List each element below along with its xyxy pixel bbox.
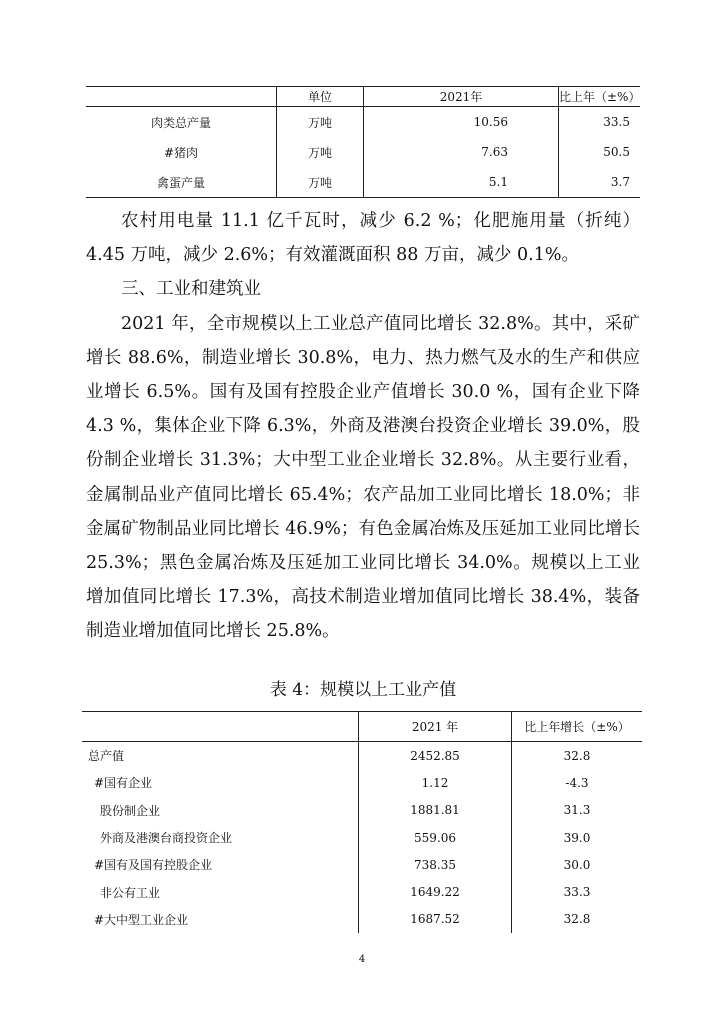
table-caption: 表 4：规模以上工业产值 bbox=[269, 680, 457, 700]
row-change: 32.8 bbox=[563, 912, 591, 927]
table-row bbox=[86, 167, 640, 198]
row-unit: 万吨 bbox=[277, 137, 364, 167]
row-name: 总产值 bbox=[82, 742, 359, 770]
header-cell bbox=[86, 87, 277, 107]
table-row bbox=[82, 906, 642, 933]
row-name: #猪肉 bbox=[163, 145, 199, 160]
header-cell-change: 比上年增长（±%） bbox=[512, 712, 643, 742]
header-cell-year: 2021 年 bbox=[359, 712, 512, 742]
table-row bbox=[82, 769, 642, 796]
row-value: 10.56 bbox=[364, 107, 559, 138]
row-change: 50.5 bbox=[559, 137, 641, 167]
row-name: 肉类总产量 bbox=[150, 115, 211, 130]
table-row bbox=[86, 137, 640, 167]
row-change: 30.0 bbox=[563, 857, 591, 872]
row-change: 32.8 bbox=[563, 748, 591, 763]
row-value: 1881.81 bbox=[359, 797, 512, 824]
row-change: 33.3 bbox=[563, 885, 591, 900]
row-value: 7.63 bbox=[364, 137, 559, 167]
header-cell-change: 比上年（±%） bbox=[559, 87, 641, 107]
row-name: 股份制企业 bbox=[82, 797, 359, 824]
paragraph-rural bbox=[86, 204, 640, 272]
row-name: #大中型工业企业 bbox=[82, 906, 359, 933]
agriculture-table bbox=[86, 86, 640, 198]
industry-output-table bbox=[82, 711, 642, 933]
paragraph-industry: 2021 年，全市规模以上工业总产值同比增长 32.8%。其中，采矿增长 88.6%，制造业增长 30.8%，电力、热力燃气及水的生产和供应业增长 6.5%。国有及国有控股企业产值增长 30.0 %，国有企业下降 4.3 %，集体企业下降 6.3%，外商及港澳台投资企业增长 39.0%，股份制企业增长 31.3%；大中型工业企业增长 32.8%。从主要行业看，金属制品业产值同比增长 65.4%；农产品加工业同比增长 18.0%；非金属矿物制品业同比增长 46.9%；有色金属冶炼及压延加工业同比增长 25.3%；黑色金属冶炼及压延加工业同比增长 34.0%。规模以上工业增加值同比增长 17.3%，高技术制造业增加值同比增长 38.4%，装备制造业增加值同比增长 25.8%。 bbox=[86, 313, 640, 642]
table-header-row bbox=[82, 712, 642, 742]
section-heading: 三、工业和建筑业 bbox=[121, 279, 261, 300]
row-name: #国有及国有控股企业 bbox=[82, 851, 359, 878]
table-row bbox=[86, 107, 640, 138]
row-value: 1649.22 bbox=[359, 878, 512, 905]
row-change: 39.0 bbox=[563, 830, 591, 845]
header-cell-unit: 单位 bbox=[277, 87, 364, 107]
row-change: 3.7 bbox=[559, 167, 641, 198]
row-change: 31.3 bbox=[563, 803, 591, 818]
row-name: 外商及港澳台商投资企业 bbox=[82, 824, 359, 851]
table-row bbox=[82, 742, 642, 770]
row-value: 2452.85 bbox=[359, 742, 512, 770]
header-cell bbox=[82, 712, 359, 742]
table-header-row bbox=[86, 87, 640, 107]
row-value: 5.1 bbox=[364, 167, 559, 198]
row-value: 1.12 bbox=[359, 769, 512, 796]
row-value: 559.06 bbox=[359, 824, 512, 851]
row-unit: 万吨 bbox=[277, 107, 364, 138]
body-text bbox=[86, 204, 640, 649]
table-row bbox=[82, 851, 642, 878]
header-cell-year: 2021年 bbox=[364, 87, 559, 107]
row-unit: 万吨 bbox=[277, 167, 364, 198]
table-row bbox=[82, 824, 642, 851]
row-change: -4.3 bbox=[565, 775, 589, 790]
row-change: 33.5 bbox=[559, 107, 641, 138]
row-value: 738.35 bbox=[359, 851, 512, 878]
table-row bbox=[82, 878, 642, 905]
row-name: 禽蛋产量 bbox=[86, 167, 277, 198]
row-name: #国有企业 bbox=[82, 769, 359, 796]
row-name: 非公有工业 bbox=[82, 878, 359, 905]
page-number: 4 bbox=[358, 954, 366, 965]
paragraph-rural-text: 农村用电量 11.1 亿千瓦时，减少 6.2 %；化肥施用量（折纯）4.45 万吨，减少 2.6%；有效灌溉面积 88 万亩，减少 0.1%。 bbox=[86, 211, 640, 266]
row-value: 1687.52 bbox=[359, 906, 512, 933]
table-row bbox=[82, 797, 642, 824]
